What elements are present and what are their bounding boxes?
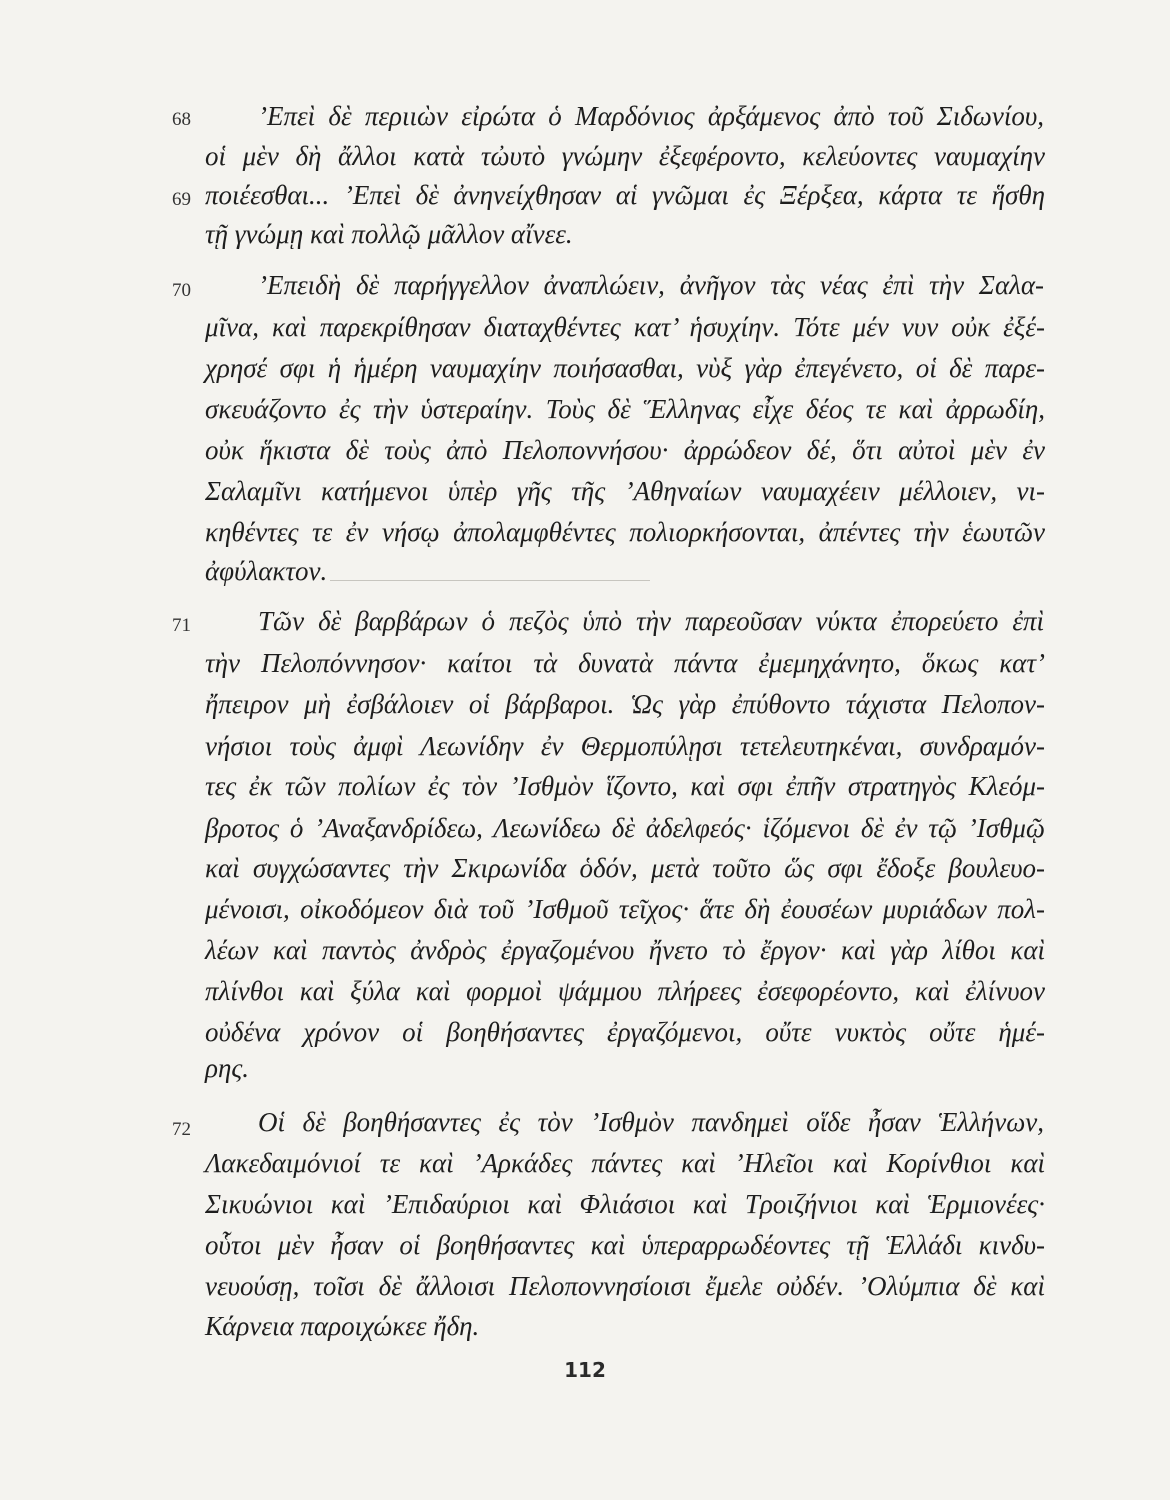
text-line: ἤπειρον μὴ ἐσβάλοιεν οἱ βάρβαροι. Ὡς γὰρ ἐπύθοντο τάχιστα Πελοπον- (205, 689, 1045, 719)
text-line: βροτος ὁ ’Αναξανδρίδεω, Λεωνίδεω δὲ ἀδελφεός· ἱζόμενοι δὲ ἐν τῷ ’Ισθμῷ (205, 813, 1045, 843)
section-number: 72 (172, 1119, 191, 1140)
text-line: ἀφύλακτον. (205, 556, 328, 586)
text-line: Κάρνεια παροιχώκεε ἤδη. (205, 1311, 480, 1341)
text-line: οὐδένα χρόνον οἱ βοηθήσαντες ἐργαζόμενοι, οὔτε νυκτὸς οὔτε ἡμέ- (205, 1017, 1045, 1047)
text-line: καὶ συγχώσαντες τὴν Σκιρωνίδα ὁδόν, μετὰ τοῦτο ὥς σφι ἔδοξε βουλευο- (205, 853, 1045, 883)
text-line: λέων καὶ παντὸς ἀνδρὸς ἐργαζομένου ἤνετο τὸ ἔργον· καὶ γὰρ λίθοι καὶ (205, 935, 1045, 965)
text-line: ’Επειδὴ δὲ παρήγγελλον ἀναπλώειν, ἀνῆγον τὰς νέας ἐπὶ τὴν Σαλα- (258, 270, 1044, 300)
text-line: Σικυώνιοι καὶ ’Επιδαύριοι καὶ Φλιάσιοι καὶ Τροιζήνιοι καὶ Ἑρμιονέες· (205, 1189, 1045, 1219)
section-number: 68 (172, 109, 191, 130)
text-line: Οἱ δὲ βοηθήσαντες ἐς τὸν ’Ισθμὸν πανδημεὶ οἵδε ἦσαν Ἑλλήνων, (258, 1107, 1044, 1137)
text-line: ’Επεὶ δὲ περιιὼν εἰρώτα ὁ Μαρδόνιος ἀρξάμενος ἀπὸ τοῦ Σιδωνίου, (258, 101, 1044, 131)
text-line: νήσιοι τοὺς ἀμφὶ Λεωνίδην ἐν Θερμοπύλῃσι τετελευτηκέναι, συνδραμόν- (205, 731, 1045, 761)
text-line: τες ἐκ τῶν πολίων ἐς τὸν ’Ισθμὸν ἵζοντο, καὶ σφι ἐπῆν στρατηγὸς Κλεόμ- (205, 771, 1045, 801)
text-line: σκευάζοντο ἐς τὴν ὑστεραίην. Τοὺς δὲ Ἕλληνας εἶχε δέος τε καὶ ἀρρωδίη, (205, 394, 1045, 424)
text-line: οἱ μὲν δὴ ἄλλοι κατὰ τὠυτὸ γνώμην ἐξεφέροντο, κελεύοντες ναυμαχίην (205, 141, 1045, 171)
section-number: 71 (172, 615, 191, 636)
text-line: οὗτοι μὲν ἦσαν οἱ βοηθήσαντες καὶ ὑπεραρρωδέοντες τῇ Ἑλλάδι κινδυ- (205, 1230, 1045, 1260)
text-line: χρησέ σφι ἡ ἡμέρη ναυμαχίην ποιήσασθαι, νὺξ γὰρ ἐπεγένετο, οἱ δὲ παρε- (205, 353, 1045, 383)
text-line: τῇ γνώμῃ καὶ πολλῷ μᾶλλον αἴνεε. (205, 219, 573, 249)
text-line: μῖνα, καὶ παρεκρίθησαν διαταχθέντες κατ’ ἡσυχίην. Τότε μέν νυν οὐκ ἐξέ- (205, 312, 1045, 342)
text-line: τὴν Πελοπόννησον· καίτοι τὰ δυνατὰ πάντα ἐμεμηχάνητο, ὅκως κατ’ (205, 648, 1045, 678)
text-line: οὐκ ἥκιστα δὲ τοὺς ἀπὸ Πελοποννήσου· ἀρρώδεον δέ, ὅτι αὐτοὶ μὲν ἐν (205, 435, 1045, 465)
text-line: Τῶν δὲ βαρβάρων ὁ πεζὸς ὑπὸ τὴν παρεοῦσαν νύκτα ἐπορεύετο ἐπὶ (258, 606, 1044, 636)
text-line: Λακεδαιμόνιοί τε καὶ ’Αρκάδες πάντες καὶ ’Ηλεῖοι καὶ Κορίνθιοι καὶ (205, 1148, 1045, 1178)
text-line: ρης. (205, 1053, 250, 1083)
text-line: νευούσῃ, τοῖσι δὲ ἄλλοισι Πελοποννησίοισι ἔμελε οὐδέν. ’Ολύμπια δὲ καὶ (205, 1271, 1045, 1301)
pencil-mark (330, 580, 650, 581)
text-line: πλίνθοι καὶ ξύλα καὶ φορμοὶ ψάμμου πλήρεες ἐσεφορέοντο, καὶ ἐλίνυον (205, 976, 1045, 1006)
text-line: μένοισι, οἰκοδόμεον διὰ τοῦ ’Ισθμοῦ τεῖχος· ἅτε δὴ ἐουσέων μυριάδων πολ- (205, 894, 1045, 924)
text-line: Σαλαμῖνι κατήμενοι ὑπὲρ γῆς τῆς ’Αθηναίων ναυμαχέειν μέλλοιεν, νι- (205, 476, 1045, 506)
section-number: 70 (172, 280, 191, 301)
text-line: ποιέεσθαι... ’Επεὶ δὲ ἀνηνείχθησαν αἱ γνῶμαι ἐς Ξέρξεα, κάρτα τε ἥσθη (205, 180, 1045, 210)
page-number: 112 (564, 1358, 606, 1382)
text-line: κηθέντες τε ἐν νήσῳ ἀπολαμφθέντες πολιορκήσονται, ἀπέντες τὴν ἑωυτῶν (205, 517, 1045, 547)
section-number: 69 (172, 189, 191, 210)
